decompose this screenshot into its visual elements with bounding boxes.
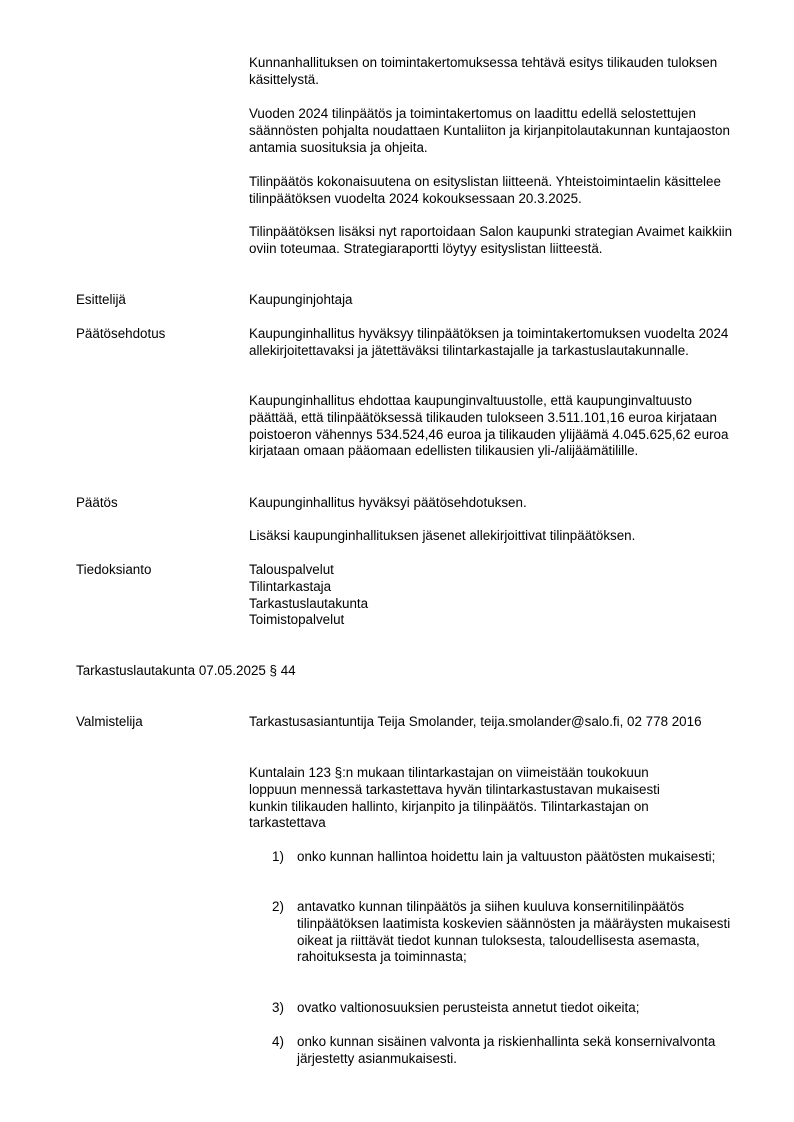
tiedoksianto-list — [249, 562, 741, 629]
paatosehdotus-paragraph-1: Kaupunginhallitus hyväksyy tilinpäätöksen ja toimintakertomuksen vuodelta 2024 allekirjoitettavaksi ja jätettäväksi tilintarkastajalle ja tarkastuslautakunnalle. — [249, 326, 729, 358]
valmistelija-value: Tarkastusasiantuntija Teija Smolander, teija.smolander@salo.fi, 02 778 2016 — [249, 714, 702, 729]
list-item-number: 3) — [272, 1000, 284, 1015]
esittelija-label: Esittelijä — [76, 292, 126, 307]
list-item-text: onko kunnan hallintoa hoidettu lain ja valtuuston päätösten mukaisesti; — [297, 849, 716, 864]
kuntalaki-paragraph: Kuntalain 123 §:n mukaan tilintarkastajan on viimeistään toukokuun loppuun mennessä tarkastettava hyvän tilintarkastustavan mukaisesti kunkin tilikauden hallinto, kirjanpito ja tilinpäätös. Tilintarkastajan on tarkastettava — [249, 765, 660, 831]
tiedoksianto-item: Talouspalvelut — [249, 562, 334, 577]
intro-paragraph-4: Tilinpäätöksen lisäksi nyt raportoidaan Salon kaupunki strategian Avaimet kaikkiin oviin toteumaa. Strategiaraportti löytyy esityslistan liitteestä. — [249, 224, 733, 256]
paatos-paragraph-2: Lisäksi kaupunginhallituksen jäsenet allekirjoittivat tilinpäätöksen. — [249, 528, 636, 543]
tiedoksianto-item: Tarkastuslautakunta — [249, 595, 369, 611]
tiedoksianto-item: Toimistopalvelut — [249, 612, 345, 628]
list-item-text: onko kunnan sisäinen valvonta ja riskienhallinta sekä konsernivalvonta järjestetty asianmukaisesti. — [297, 1034, 716, 1066]
list-item-text: ovatko valtionosuuksien perusteista annetut tiedot oikeita; — [297, 1000, 640, 1015]
tiedoksianto-item: Tilintarkastaja — [249, 578, 332, 594]
intro-paragraph-2: Vuoden 2024 tilinpäätös ja toimintakertomus on laadittu edellä selostettujen säännösten pohjalta noudattaen Kuntaliiton ja kirjanpitolautakunnan kuntajaoston antamia suosituksia ja ohjeita. — [249, 106, 730, 155]
list-item-number: 4) — [272, 1034, 284, 1049]
paatosehdotus-label: Päätösehdotus — [76, 326, 166, 341]
list-item-number: 2) — [272, 899, 284, 914]
intro-paragraph-3: Tilinpäätös kokonaisuutena on esityslistan liitteenä. Yhteistoimintaelin käsittelee tilinpäätöksen vuodelta 2024 kokouksessaan 20.3.2025. — [249, 174, 721, 206]
list-item-text: antavatko kunnan tilinpäätös ja siihen kuuluva konsernitilinpäätös tilinpäätöksen laatimista koskevien säännösten ja määräysten mukaisesti oikeat ja riittävät tiedot kunnan tuloksesta, taloudellisesta asemasta, rahoituksesta ja toiminnasta; — [297, 899, 731, 965]
paatos-label: Päätös — [76, 495, 118, 510]
paatos-paragraph-1: Kaupunginhallitus hyväksyi päätösehdotuksen. — [249, 495, 527, 510]
paatosehdotus-paragraph-2: Kaupunginhallitus ehdottaa kaupunginvaltuustolle, että kaupunginvaltuusto päättää, että tilinpäätöksessä tilikauden tulokseen 3.511.101,16 euroa kirjataan poistoeron vähennys 534.524,46 euroa ja tilikauden ylijäämä 4.045.625,62 euroa kirjataan omaan pääomaan edellisten tilikausien yli-/alijäämätilille. — [249, 393, 729, 459]
list-item-number: 1) — [272, 849, 284, 864]
tiedoksianto-label: Tiedoksianto — [76, 562, 152, 577]
esittelija-value: Kaupunginjohtaja — [249, 292, 353, 307]
meeting-heading: Tarkastuslautakunta 07.05.2025 § 44 — [76, 663, 296, 678]
intro-paragraph-1: Kunnanhallituksen on toimintakertomuksessa tehtävä esitys tilikauden tuloksen käsittelystä. — [249, 55, 718, 87]
valmistelija-label: Valmistelija — [76, 714, 143, 729]
